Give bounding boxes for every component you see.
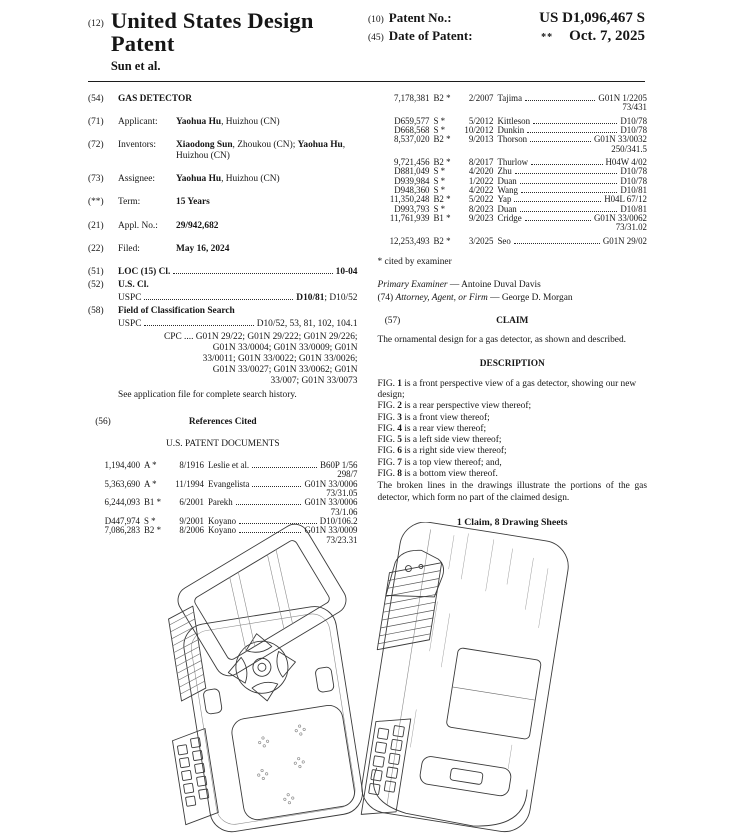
- cpc-lines: [88, 332, 358, 387]
- reference-classification-continued: 73/31.05: [326, 488, 358, 499]
- attorney-line: [378, 293, 648, 304]
- patent-number-row: [368, 10, 645, 27]
- reference-row: [88, 461, 358, 470]
- cpc-line: CPC .... G01N 29/22; G01N 29/222; G01N 29/226;: [163, 332, 358, 343]
- reference-name: Cridge: [497, 213, 522, 224]
- reference-name: Leslie et al.: [208, 460, 250, 471]
- reference-number: 1,194,400: [104, 460, 140, 471]
- leader-dots: [236, 504, 302, 505]
- patent-date-label: Date of Patent:: [388, 28, 473, 43]
- biblio-label: Appl. No.:: [118, 220, 158, 231]
- inventor-byline: Sun et al.: [110, 59, 161, 73]
- reference-date: 9/2013: [468, 134, 494, 145]
- biblio-value: 29/942,682: [176, 220, 219, 231]
- reference-classification-continued: 73/431: [622, 102, 647, 113]
- field-label: Field of Classification Search: [118, 306, 235, 317]
- reference-date: 10/2012: [464, 125, 494, 136]
- reference-date: 8/1916: [179, 460, 204, 471]
- cited-by-examiner-note: * cited by examiner: [377, 257, 452, 268]
- biblio-value: Xiaodong Sun, Zhoukou (CN); Yaohua Hu, Huizhou (CN): [176, 140, 346, 162]
- reference-classification: D10/78: [620, 125, 647, 136]
- reference-name: Thorson: [497, 134, 528, 145]
- reference-kind-code: S *: [433, 115, 446, 126]
- loc-value: 10-04: [335, 266, 358, 277]
- claim-sheets-note: 1 Claim, 8 Drawing Sheets: [456, 516, 568, 528]
- patent-number-tag: (10): [367, 15, 384, 25]
- biblio-label: Assignee:: [118, 174, 155, 185]
- reference-date: 6/2001: [179, 497, 204, 508]
- figure-description-list: [378, 379, 648, 481]
- biblio-tag: (73): [88, 174, 104, 185]
- loc-class-row: [88, 267, 358, 278]
- patent-date-row: [368, 28, 645, 45]
- reference-name: Duan: [497, 203, 517, 214]
- uspc-label: USPC: [118, 292, 142, 303]
- figure-description-line: FIG. 7 is a top view thereof; and,: [377, 457, 502, 468]
- reference-number: 6,244,093: [104, 497, 140, 508]
- patent-number-label: Patent No.:: [388, 10, 452, 25]
- leader-dots: [525, 220, 591, 221]
- reference-kind-code: S *: [433, 166, 446, 177]
- reference-name: Zhu: [497, 166, 512, 177]
- kind-code-tag: (12): [88, 19, 104, 29]
- biblio-tag: (71): [88, 117, 104, 128]
- reference-date: 2/2007: [468, 93, 494, 103]
- reference-classification: H04W 4/02: [605, 157, 647, 168]
- patent-date-value: Oct. 7, 2025: [569, 28, 645, 44]
- field-uspc-row: [88, 319, 358, 330]
- reference-classification: G01N 33/0006: [304, 497, 358, 508]
- biblio-label: Applicant:: [118, 117, 158, 128]
- reference-row: [378, 135, 648, 144]
- field-search-row: [88, 306, 358, 317]
- reference-date: 4/2020: [468, 166, 494, 177]
- loc-label: LOC (15) Cl.: [118, 266, 171, 277]
- leader-dots: [531, 164, 602, 165]
- biblio-value: May 16, 2024: [176, 243, 230, 254]
- biblio-tag: (54): [88, 94, 104, 104]
- reference-classification-continued: 298/7: [337, 469, 358, 480]
- reference-classification-continued: 73/23.31: [326, 534, 358, 545]
- reference-classification: G01N 33/0009: [304, 525, 358, 536]
- document-title: United States Design Patent: [110, 8, 314, 56]
- cpc-line: 33/007; G01N 33/0073: [270, 375, 358, 386]
- reference-classification: D10/78: [620, 166, 647, 177]
- reference-number: D881,049: [394, 166, 430, 177]
- leader-dots: [252, 486, 301, 487]
- reference-classification: D10/81: [620, 185, 647, 196]
- reference-date: 8/2006: [179, 525, 204, 536]
- reference-date: 9/2023: [468, 213, 494, 224]
- reference-kind-code: S *: [433, 175, 446, 186]
- biblio-body: [118, 244, 358, 255]
- reference-number: 11,761,939: [389, 213, 430, 224]
- leader-dots: [173, 273, 332, 274]
- reference-kind-code: S *: [433, 203, 446, 214]
- reference-number: D948,360: [394, 185, 430, 196]
- reference-name: Dunkin: [497, 125, 525, 136]
- reference-kind-code: B2 *: [144, 525, 162, 536]
- reference-date: 1/2022: [468, 175, 494, 186]
- reference-row: [88, 480, 358, 489]
- reference-number: 11,350,248: [389, 194, 430, 205]
- reference-kind-code: S *: [144, 516, 156, 527]
- reference-date: 3/2025: [468, 235, 494, 246]
- biblio-list: [88, 94, 358, 255]
- reference-classification: B60P 1/56: [320, 460, 358, 471]
- attorney-name: — George D. Morgan: [487, 293, 573, 304]
- biblio-item: [88, 221, 358, 232]
- reference-number: 8,537,020: [394, 134, 430, 145]
- search-history-note: See application file for complete search history.: [118, 389, 297, 400]
- reference-classification: G01N 33/0062: [593, 213, 647, 224]
- header: [0, 0, 731, 74]
- reference-number: D939,984: [394, 175, 430, 186]
- biblio-tag: (**): [88, 197, 104, 208]
- biblio-value: Yaohua Hu, Huizhou (CN): [176, 117, 280, 128]
- primary-examiner-name: — Antoine Duval Davis: [447, 280, 541, 291]
- uspc-value-primary: D10/81: [296, 292, 325, 303]
- claim-tag: (57): [384, 316, 401, 327]
- reference-name: Wang: [497, 185, 518, 196]
- leader-dots: [144, 325, 253, 326]
- reference-date: 5/2012: [468, 115, 494, 126]
- classification-section: [88, 267, 358, 401]
- reference-kind-code: B2 *: [433, 194, 451, 205]
- reference-classification: G01N 33/0032: [593, 134, 647, 145]
- reference-name: Yap: [497, 194, 512, 205]
- leader-dots: [514, 201, 601, 202]
- leader-dots: [527, 132, 617, 133]
- claim-heading: [378, 316, 648, 327]
- biblio-item: [88, 244, 358, 255]
- figure-description-line: FIG. 2 is a rear perspective view thereof;: [377, 401, 532, 412]
- reference-classification: D10/78: [620, 175, 647, 186]
- figure-description-line: FIG. 1 is a front perspective view of a gas detector, showing our new design;: [377, 378, 637, 400]
- reference-number: 7,086,283: [104, 525, 140, 536]
- reference-kind-code: B2 *: [433, 134, 451, 145]
- reference-kind-code: B1 *: [144, 497, 162, 508]
- reference-row: [88, 498, 358, 507]
- primary-examiner-label: Primary Examiner: [377, 280, 448, 291]
- biblio-body: [118, 140, 358, 162]
- reference-classification: G01N 33/0006: [304, 478, 358, 489]
- reference-kind-code: S *: [433, 185, 446, 196]
- term-extension-note: **: [541, 32, 554, 43]
- figure-description-line: FIG. 6 is a right side view thereof;: [377, 446, 507, 457]
- attorney-label: Attorney, Agent, or Firm: [395, 293, 488, 304]
- leader-dots: [530, 141, 591, 142]
- uspc-row: [88, 293, 358, 304]
- reference-kind-code: A *: [144, 478, 157, 489]
- us-patent-documents-heading: U.S. PATENT DOCUMENTS: [165, 438, 280, 449]
- biblio-item: [88, 140, 358, 162]
- claim-text: The ornamental design for a gas detector, as shown and described.: [377, 334, 626, 345]
- reference-date: 8/2023: [468, 203, 494, 214]
- reference-kind-code: A *: [144, 460, 157, 471]
- biblio-tag: (22): [88, 243, 104, 254]
- reference-date: 4/2022: [468, 185, 494, 196]
- reference-date: 9/2001: [179, 516, 204, 527]
- reference-name: Evangelista: [208, 478, 250, 489]
- header-right: [368, 10, 645, 74]
- reference-classification: G01N 1/2205: [598, 93, 647, 103]
- primary-examiner-line: [378, 280, 648, 291]
- reference-name: Kittleson: [497, 115, 531, 126]
- description-heading: DESCRIPTION: [479, 358, 545, 369]
- reference-number: D447,974: [104, 516, 140, 527]
- field-uspc-label: USPC: [118, 319, 142, 330]
- patent-date-tag: (45): [367, 33, 384, 43]
- patent-figure: [134, 522, 598, 834]
- broken-lines-note: The broken lines in the drawings illustrate the portions of the gas detector, which form no part of the claimed design.: [377, 481, 647, 503]
- biblio-item: [88, 174, 358, 185]
- body-columns: [0, 82, 731, 545]
- field-tag: (58): [88, 306, 104, 317]
- uspc-value-secondary: ; D10/52: [324, 292, 358, 303]
- reference-date: 8/2017: [468, 157, 494, 168]
- leader-dots: [515, 173, 618, 174]
- uscl-header-row: [88, 280, 358, 291]
- biblio-item: [88, 94, 358, 105]
- cpc-line: G01N 33/0004; G01N 33/0009; G01N: [212, 343, 358, 354]
- references-list-right: [378, 94, 648, 246]
- biblio-label: Term:: [118, 197, 141, 208]
- right-column: [378, 94, 648, 545]
- figure-description-line: FIG. 3 is a front view thereof;: [377, 412, 490, 423]
- reference-classification: G01N 29/02: [602, 235, 647, 246]
- reference-classification-continued: 73/1.06: [330, 506, 358, 517]
- biblio-item: [88, 117, 358, 128]
- leader-dots: [252, 467, 317, 468]
- reference-classification: D10/78: [620, 115, 647, 126]
- reference-name: Koyano: [208, 516, 237, 527]
- reference-classification-continued: 73/31.02: [615, 222, 647, 233]
- leader-dots: [521, 192, 617, 193]
- reference-name: Thurlow: [497, 157, 529, 168]
- reference-name: Seo: [497, 235, 511, 246]
- reference-row: [378, 214, 648, 223]
- leader-dots: [520, 183, 618, 184]
- reference-name: Duan: [497, 175, 517, 186]
- references-tag: (56): [95, 416, 111, 427]
- leader-dots: [525, 100, 595, 101]
- leader-dots: [514, 243, 600, 244]
- loc-tag: (51): [88, 266, 104, 277]
- reference-kind-code: B2 *: [433, 93, 451, 103]
- reference-number: D659,577: [394, 115, 430, 126]
- reference-classification-continued: 250/341.5: [611, 143, 647, 154]
- reference-number: 5,363,690: [104, 478, 140, 489]
- reference-number: D668,568: [394, 125, 430, 136]
- references-title: References Cited: [188, 416, 257, 427]
- reference-name: Koyano: [208, 525, 237, 536]
- biblio-item: [88, 197, 358, 208]
- biblio-value: Yaohua Hu, Huizhou (CN): [176, 174, 280, 185]
- biblio-body: [118, 117, 358, 128]
- biblio-label: Inventors:: [118, 140, 157, 151]
- claim-title: CLAIM: [496, 316, 529, 327]
- reference-row: [378, 237, 648, 246]
- figure-description-line: FIG. 8 is a bottom view thereof.: [377, 468, 498, 479]
- figure-description-line: FIG. 5 is a left side view thereof;: [377, 435, 502, 446]
- biblio-tag: (72): [88, 140, 104, 151]
- reference-classification: D10/106.2: [319, 516, 358, 527]
- biblio-value: GAS DETECTOR: [118, 94, 193, 104]
- left-column: [88, 94, 358, 545]
- biblio-body: [118, 174, 358, 185]
- reference-kind-code: S *: [433, 125, 446, 136]
- reference-classification: H04L 67/12: [604, 194, 647, 205]
- reference-kind-code: B1 *: [433, 213, 451, 224]
- reference-number: 9,721,456: [394, 157, 430, 168]
- biblio-body: [118, 197, 358, 208]
- uscl-label: U.S. Cl.: [118, 279, 149, 290]
- reference-date: 11/1994: [175, 478, 204, 489]
- reference-number: 7,178,381: [394, 93, 430, 103]
- biblio-body: [118, 94, 358, 105]
- uscl-tag: (52): [88, 279, 104, 290]
- biblio-tag: (21): [88, 220, 104, 231]
- figure-description-line: FIG. 4 is a rear view thereof;: [377, 423, 487, 434]
- reference-row: [378, 94, 648, 103]
- biblio-value: 15 Years: [176, 197, 210, 208]
- leader-dots: [520, 211, 618, 212]
- reference-kind-code: B2 *: [433, 235, 451, 246]
- leader-dots: [533, 123, 617, 124]
- reference-number: D993,793: [394, 203, 430, 214]
- reference-name: Parekh: [208, 497, 233, 508]
- references-heading: [88, 417, 358, 428]
- reference-number: 12,253,493: [389, 235, 430, 246]
- reference-date: 5/2022: [468, 194, 494, 205]
- cpc-line: 33/0011; G01N 33/0022; G01N 33/0026;: [202, 354, 358, 365]
- biblio-body: [118, 221, 358, 232]
- header-left: [88, 10, 368, 74]
- leader-dots: [144, 299, 293, 300]
- reference-name: Tajima: [497, 93, 523, 103]
- reference-kind-code: B2 *: [433, 157, 451, 168]
- reference-classification: D10/81: [620, 203, 647, 214]
- biblio-label: Filed:: [118, 243, 140, 254]
- patent-number-value: US D1,096,467 S: [539, 10, 645, 26]
- field-uspc-value: D10/52, 53, 81, 102, 104.1: [256, 319, 358, 330]
- cpc-line: G01N 33/0027; G01N 33/0062; G01N: [212, 364, 358, 375]
- gas-detector-drawing: [134, 522, 598, 834]
- attorney-tag: (74): [377, 293, 394, 304]
